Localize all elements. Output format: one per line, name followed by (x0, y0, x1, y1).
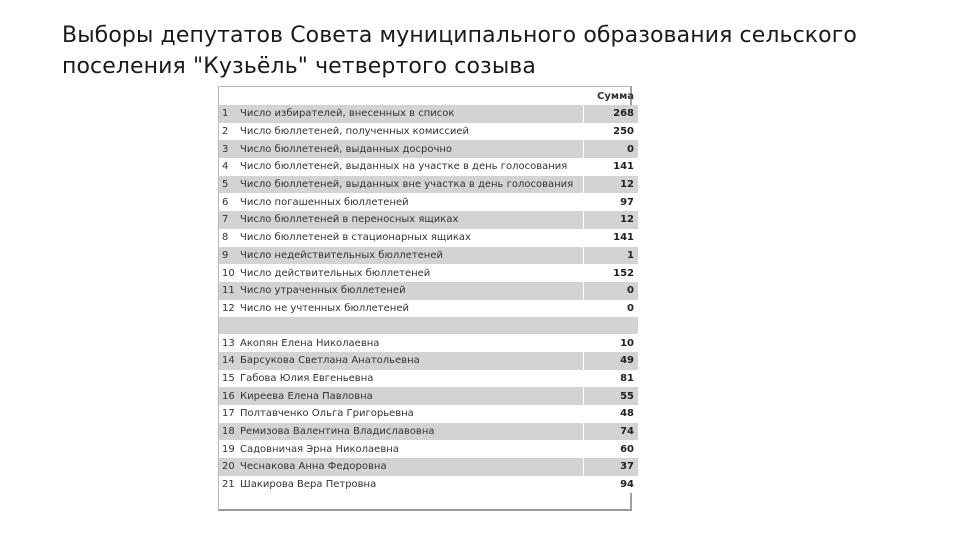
row-number-cell: 4 (219, 158, 239, 176)
row-value-cell: 74 (584, 423, 639, 441)
row-label-cell: Число бюллетеней в переносных ящиках (239, 211, 584, 229)
row-value-cell: 268 (584, 105, 639, 123)
row-value-cell: 152 (584, 264, 639, 282)
table-row (219, 405, 638, 423)
row-number-cell: 12 (219, 300, 239, 318)
row-label-cell: Барсукова Светлана Анатольевна (239, 352, 584, 370)
slide-title-line-1: Выборы депутатов Совета муниципального образования сельского (62, 23, 857, 48)
table-row (219, 247, 638, 265)
row-label-cell: Число бюллетеней в стационарных ящиках (239, 229, 584, 247)
table-row (219, 211, 638, 229)
slide-title (62, 20, 922, 82)
row-value-cell: 60 (584, 440, 639, 458)
row-value-cell: 94 (584, 476, 639, 494)
row-value-cell: 0 (584, 140, 639, 158)
row-number-cell: 16 (219, 387, 239, 405)
row-label-cell: Число погашенных бюллетеней (239, 193, 584, 211)
row-label-cell: Число утраченных бюллетеней (239, 282, 584, 300)
row-label-cell: Число бюллетеней, выданных вне участка в день голосования (239, 176, 584, 194)
table-row (219, 334, 638, 352)
table-row (219, 300, 638, 318)
row-label-cell: Число бюллетеней, полученных комиссией (239, 123, 584, 141)
row-value-cell: 141 (584, 158, 639, 176)
row-number-cell: 14 (219, 352, 239, 370)
row-number-cell: 21 (219, 476, 239, 494)
section-gap-cell (219, 317, 638, 334)
row-label-cell: Число бюллетеней, выданных досрочно (239, 140, 584, 158)
table-row (219, 387, 638, 405)
row-number-cell: 11 (219, 282, 239, 300)
table-header-row (219, 87, 638, 105)
table-row (219, 440, 638, 458)
table-row (219, 476, 638, 494)
table-row (219, 282, 638, 300)
row-number-cell: 18 (219, 423, 239, 441)
election-results-table (218, 86, 632, 511)
row-number-cell: 19 (219, 440, 239, 458)
row-value-cell: 10 (584, 334, 639, 352)
row-value-cell: 37 (584, 458, 639, 476)
row-number-cell: 17 (219, 405, 239, 423)
section-gap-row (219, 317, 638, 334)
table-row (219, 264, 638, 282)
table-row (219, 123, 638, 141)
row-label-cell: Полтавченко Ольга Григорьевна (239, 405, 584, 423)
row-number-cell: 7 (219, 211, 239, 229)
row-number-cell: 13 (219, 334, 239, 352)
slide-title-line-2: поселения "Кузьёль" четвертого созыва (62, 54, 536, 79)
header-name-cell (239, 87, 584, 105)
row-label-cell: Число действительных бюллетеней (239, 264, 584, 282)
table-row (219, 229, 638, 247)
row-number-cell: 9 (219, 247, 239, 265)
row-value-cell: 0 (584, 300, 639, 318)
table-row (219, 352, 638, 370)
row-label-cell: Садовничая Эрна Николаевна (239, 440, 584, 458)
row-value-cell: 97 (584, 193, 639, 211)
row-number-cell: 6 (219, 193, 239, 211)
row-value-cell: 250 (584, 123, 639, 141)
table-row (219, 423, 638, 441)
row-number-cell: 1 (219, 105, 239, 123)
row-label-cell: Число бюллетеней, выданных на участке в день голосования (239, 158, 584, 176)
header-num-cell (219, 87, 239, 105)
row-value-cell: 81 (584, 370, 639, 388)
row-number-cell: 8 (219, 229, 239, 247)
row-number-cell: 5 (219, 176, 239, 194)
row-number-cell: 3 (219, 140, 239, 158)
table-row (219, 193, 638, 211)
row-value-cell: 12 (584, 176, 639, 194)
row-label-cell: Чеснакова Анна Федоровна (239, 458, 584, 476)
row-label-cell: Киреева Елена Павловна (239, 387, 584, 405)
row-label-cell: Акопян Елена Николаевна (239, 334, 584, 352)
table-row (219, 458, 638, 476)
row-label-cell: Шакирова Вера Петровна (239, 476, 584, 494)
row-number-cell: 2 (219, 123, 239, 141)
row-label-cell: Число избирателей, внесенных в список (239, 105, 584, 123)
row-number-cell: 20 (219, 458, 239, 476)
row-number-cell: 15 (219, 370, 239, 388)
row-label-cell: Число не учтенных бюллетеней (239, 300, 584, 318)
row-label-cell: Ремизова Валентина Владиславовна (239, 423, 584, 441)
row-value-cell: 55 (584, 387, 639, 405)
table-row (219, 158, 638, 176)
row-value-cell: 141 (584, 229, 639, 247)
row-number-cell: 10 (219, 264, 239, 282)
row-value-cell: 12 (584, 211, 639, 229)
table-row (219, 370, 638, 388)
row-value-cell: 49 (584, 352, 639, 370)
row-value-cell: 0 (584, 282, 639, 300)
row-value-cell: 1 (584, 247, 639, 265)
table-row (219, 176, 638, 194)
row-label-cell: Число недействительных бюллетеней (239, 247, 584, 265)
table-row (219, 105, 638, 123)
row-value-cell: 48 (584, 405, 639, 423)
row-label-cell: Габова Юлия Евгеньевна (239, 370, 584, 388)
table-row (219, 140, 638, 158)
sum-column-header: Сумма (597, 90, 634, 102)
